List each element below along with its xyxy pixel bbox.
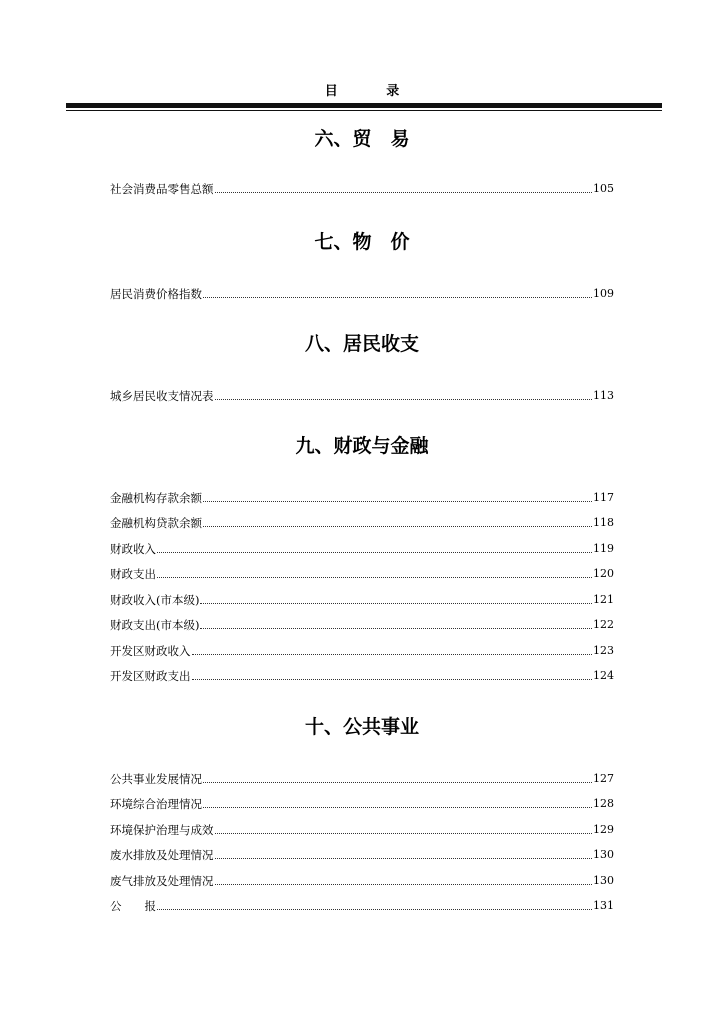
dot-leader — [192, 653, 593, 655]
toc-entry[interactable] — [110, 512, 614, 530]
toc-entry-page: 119 — [593, 542, 614, 555]
toc-entry[interactable] — [110, 640, 614, 658]
toc-entry-label: 财政支出 — [110, 567, 156, 581]
dot-leader — [157, 551, 592, 553]
dot-leader — [203, 296, 592, 298]
toc-entry[interactable] — [110, 844, 614, 862]
dot-leader — [192, 678, 593, 680]
toc-entry-label: 金融机构存款余额 — [110, 491, 202, 505]
toc-entry-page: 131 — [593, 899, 614, 912]
toc-entry-label: 城乡居民收支情况表 — [110, 389, 214, 403]
dot-leader — [157, 576, 592, 578]
toc-entry-page: 130 — [593, 848, 614, 861]
toc-entry-label: 开发区财政收入 — [110, 644, 191, 658]
toc-entry-page: 120 — [593, 567, 614, 580]
toc-entry-page: 113 — [593, 389, 614, 402]
section-title-public-affairs: 十、公共事业 — [304, 716, 419, 738]
toc-entry[interactable] — [110, 385, 614, 403]
header-rule-thin — [66, 110, 662, 111]
toc-entry-page: 127 — [593, 772, 614, 785]
section-title-trade: 六、贸 易 — [314, 128, 410, 150]
toc-entry[interactable] — [110, 178, 614, 196]
toc-entry[interactable] — [110, 768, 614, 786]
toc-entry[interactable] — [110, 283, 614, 301]
section-title-prices: 七、物 价 — [314, 231, 410, 253]
toc-entry-label: 废水排放及处理情况 — [110, 848, 214, 862]
toc-entry-page: 117 — [593, 491, 614, 504]
toc-entry[interactable] — [110, 895, 614, 913]
toc-entry-label: 财政支出(市本级) — [110, 618, 200, 632]
toc-entry-label: 环境保护治理与成效 — [110, 823, 214, 837]
dot-leader — [215, 883, 593, 885]
header-rule-thick — [66, 103, 662, 108]
toc-entry[interactable] — [110, 665, 614, 683]
toc-entry[interactable] — [110, 870, 614, 888]
dot-leader — [215, 832, 593, 834]
toc-entry-page: 129 — [593, 823, 614, 836]
section-title-finance: 九、财政与金融 — [295, 435, 429, 457]
dot-leader — [215, 857, 593, 859]
page-header: 目 录 — [324, 84, 422, 99]
section-title-income: 八、居民收支 — [304, 333, 419, 355]
toc-entry[interactable] — [110, 793, 614, 811]
toc-entry-label: 居民消费价格指数 — [110, 287, 202, 301]
toc-entry-page: 130 — [593, 874, 614, 887]
dot-leader — [200, 602, 592, 604]
toc-entry-label: 公共事业发展情况 — [110, 772, 202, 786]
toc-entry-label: 财政收入(市本级) — [110, 593, 200, 607]
toc-entry-page: 128 — [593, 797, 614, 810]
toc-entry-page: 124 — [593, 669, 614, 682]
dot-leader — [203, 781, 592, 783]
toc-entry-page: 109 — [593, 287, 614, 300]
toc-entry-page: 123 — [593, 644, 614, 657]
dot-leader — [200, 627, 592, 629]
toc-entry-page: 121 — [593, 593, 614, 606]
toc-entry-label: 社会消费品零售总额 — [110, 182, 214, 196]
toc-entry[interactable] — [110, 819, 614, 837]
dot-leader — [203, 806, 592, 808]
toc-entry[interactable] — [110, 614, 614, 632]
toc-entry-label: 公 报 — [110, 899, 156, 913]
toc-entry-label: 财政收入 — [110, 542, 156, 556]
toc-entry[interactable] — [110, 563, 614, 581]
toc-entry-label: 开发区财政支出 — [110, 669, 191, 683]
toc-entry-page: 105 — [593, 182, 614, 195]
toc-entry-page: 122 — [593, 618, 614, 631]
toc-entry[interactable] — [110, 589, 614, 607]
toc-entry-page: 118 — [593, 516, 614, 529]
dot-leader — [215, 398, 593, 400]
toc-entry[interactable] — [110, 538, 614, 556]
dot-leader — [203, 500, 592, 502]
dot-leader — [215, 191, 593, 193]
toc-entry-label: 环境综合治理情况 — [110, 797, 202, 811]
dot-leader — [157, 908, 592, 910]
toc-entry-label: 金融机构贷款余额 — [110, 516, 202, 530]
toc-entry-label: 废气排放及处理情况 — [110, 874, 214, 888]
dot-leader — [203, 525, 592, 527]
toc-entry[interactable] — [110, 487, 614, 505]
